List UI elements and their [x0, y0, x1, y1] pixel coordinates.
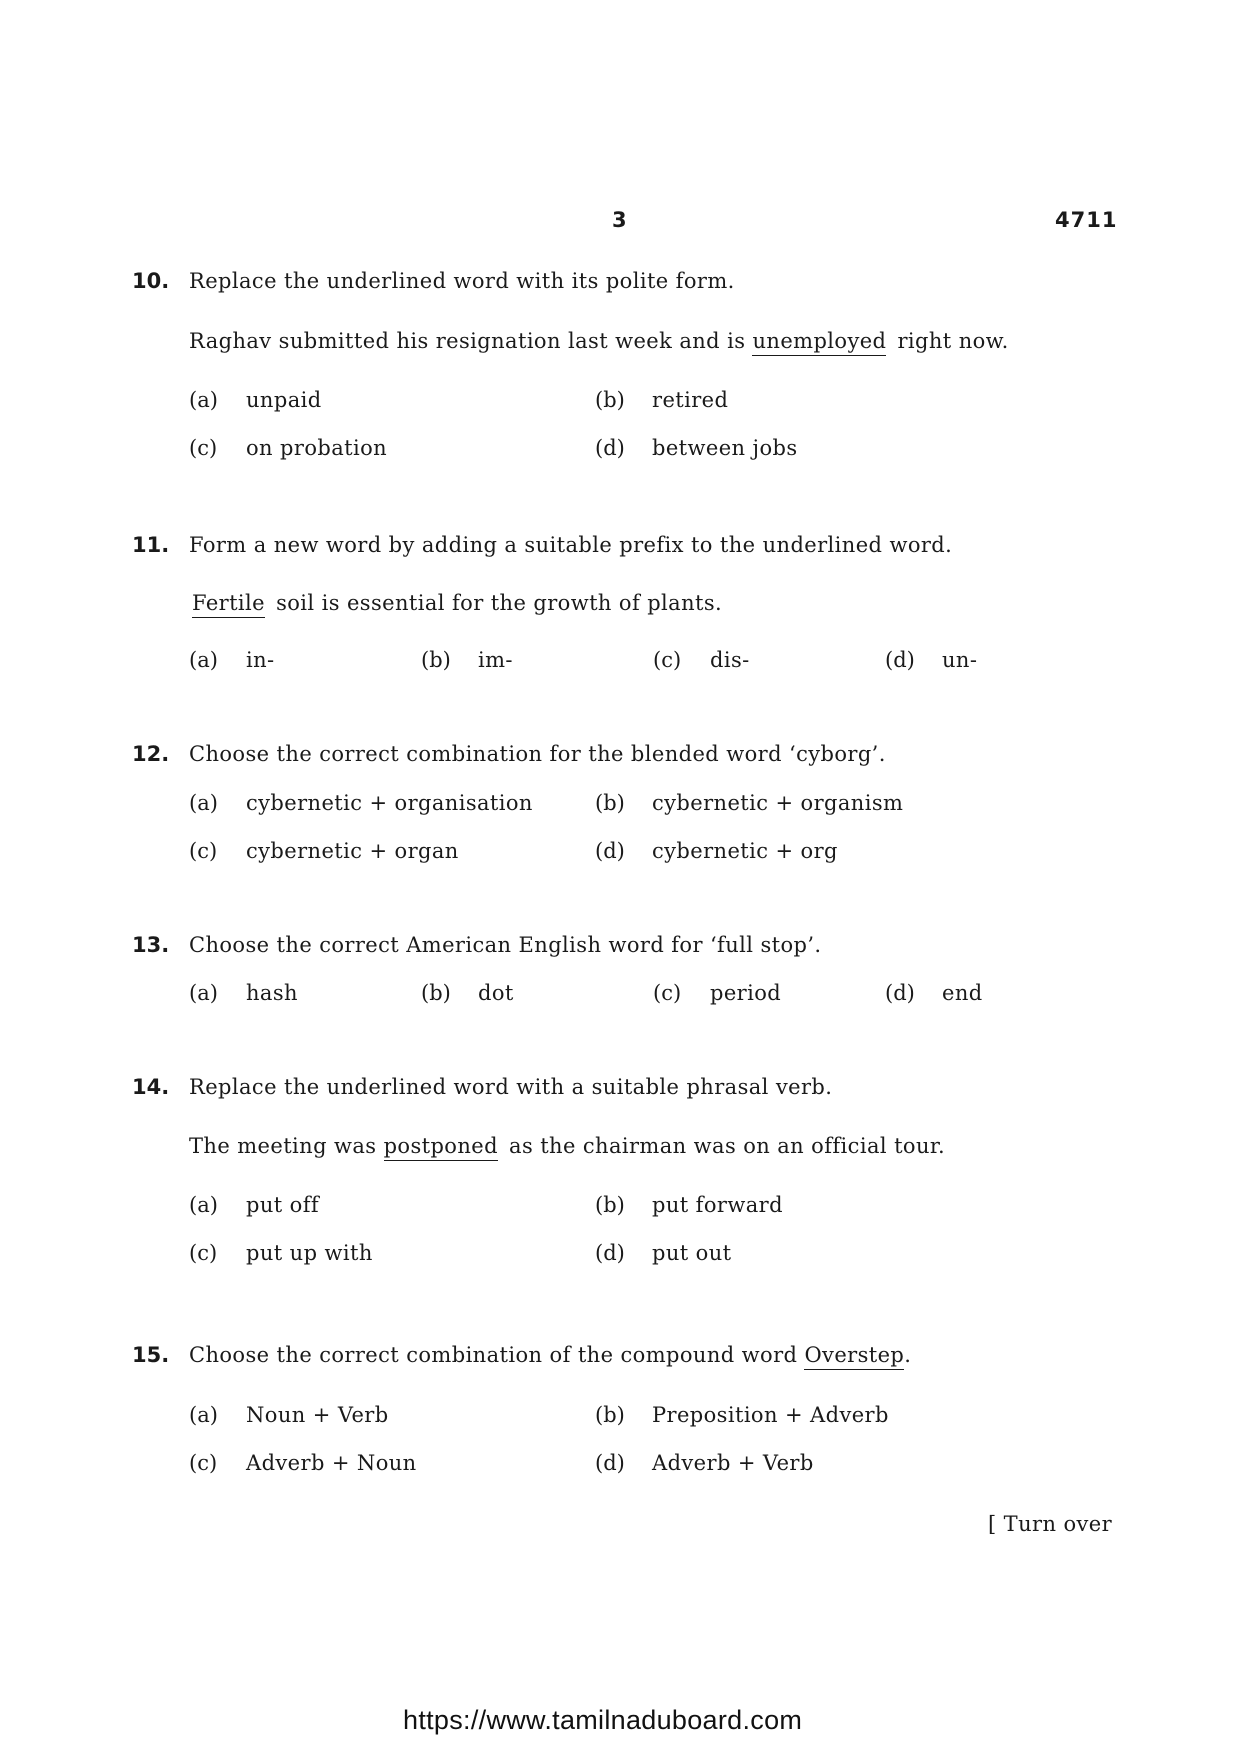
- option-12b[interactable]: cybernetic + organism: [652, 791, 904, 815]
- paper-code: 4711: [1055, 208, 1118, 232]
- option-15a[interactable]: Noun + Verb: [246, 1403, 389, 1427]
- option-11b[interactable]: im-: [478, 648, 513, 672]
- option-11d[interactable]: un-: [942, 648, 978, 672]
- option-label: (d): [885, 981, 915, 1005]
- option-13b[interactable]: dot: [478, 981, 514, 1005]
- option-10c[interactable]: on probation: [246, 436, 388, 460]
- option-label: (b): [595, 388, 625, 412]
- question-11-prompt: Form a new word by adding a suitable prefix to the underlined word.: [189, 533, 953, 557]
- question-14-prompt: Replace the underlined word with a suitable phrasal verb.: [189, 1075, 833, 1099]
- option-label: (a): [189, 388, 218, 412]
- option-12c[interactable]: cybernetic + organ: [246, 839, 459, 863]
- option-label: (b): [421, 648, 451, 672]
- option-label: (b): [595, 791, 625, 815]
- question-10-prompt: Replace the underlined word with its polite form.: [189, 269, 735, 293]
- option-label: (d): [595, 1241, 625, 1265]
- question-15-number: 15.: [132, 1343, 170, 1367]
- option-label: (a): [189, 1403, 218, 1427]
- option-label: (c): [653, 648, 682, 672]
- question-15-prompt: Choose the correct combination of the compound word Overstep.: [189, 1343, 911, 1367]
- option-label: (a): [189, 648, 218, 672]
- option-label: (a): [189, 1193, 218, 1217]
- option-label: (a): [189, 981, 218, 1005]
- option-10b[interactable]: retired: [652, 388, 729, 412]
- option-11a[interactable]: in-: [246, 648, 275, 672]
- option-label: (b): [421, 981, 451, 1005]
- question-13-prompt: Choose the correct American English word for ‘full stop’.: [189, 933, 822, 957]
- option-label: (b): [595, 1193, 625, 1217]
- option-label: (a): [189, 791, 218, 815]
- option-12d[interactable]: cybernetic + org: [652, 839, 838, 863]
- underlined-word: Overstep: [804, 1343, 904, 1370]
- option-14c[interactable]: put up with: [246, 1241, 373, 1265]
- option-13a[interactable]: hash: [246, 981, 298, 1005]
- option-label: (b): [595, 1403, 625, 1427]
- option-13d[interactable]: end: [942, 981, 983, 1005]
- option-14b[interactable]: put forward: [652, 1193, 783, 1217]
- option-label: (c): [653, 981, 682, 1005]
- option-label: (c): [189, 436, 218, 460]
- option-label: (c): [189, 839, 218, 863]
- question-10-sentence: Raghav submitted his resignation last week and is unemployed right now.: [189, 329, 1009, 353]
- option-12a[interactable]: cybernetic + organisation: [246, 791, 533, 815]
- option-label: (d): [595, 436, 625, 460]
- question-14-number: 14.: [132, 1075, 170, 1099]
- question-13-number: 13.: [132, 933, 170, 957]
- question-12-number: 12.: [132, 742, 170, 766]
- underlined-word: postponed: [384, 1134, 498, 1161]
- option-10d[interactable]: between jobs: [652, 436, 798, 460]
- question-14-sentence: The meeting was postponed as the chairman was on an official tour.: [189, 1134, 945, 1158]
- option-10a[interactable]: unpaid: [246, 388, 322, 412]
- option-label: (d): [595, 1451, 625, 1475]
- turn-over-note: [ Turn over: [988, 1512, 1113, 1536]
- option-label: (c): [189, 1241, 218, 1265]
- option-15b[interactable]: Preposition + Adverb: [652, 1403, 889, 1427]
- option-15d[interactable]: Adverb + Verb: [652, 1451, 814, 1475]
- option-15c[interactable]: Adverb + Noun: [246, 1451, 417, 1475]
- option-13c[interactable]: period: [710, 981, 782, 1005]
- question-12-prompt: Choose the correct combination for the blended word ‘cyborg’.: [189, 742, 886, 766]
- option-14d[interactable]: put out: [652, 1241, 732, 1265]
- page-number: 3: [612, 208, 627, 232]
- option-label: (d): [885, 648, 915, 672]
- watermark-url[interactable]: https://www.tamilnaduboard.com: [403, 1705, 803, 1735]
- underlined-word: unemployed: [752, 329, 886, 356]
- option-label: (c): [189, 1451, 218, 1475]
- question-11-number: 11.: [132, 533, 170, 557]
- option-label: (d): [595, 839, 625, 863]
- question-11-sentence: Fertile soil is essential for the growth of plants.: [192, 591, 722, 615]
- option-11c[interactable]: dis-: [710, 648, 750, 672]
- question-10-number: 10.: [132, 269, 170, 293]
- option-14a[interactable]: put off: [246, 1193, 320, 1217]
- underlined-word: Fertile: [192, 591, 265, 618]
